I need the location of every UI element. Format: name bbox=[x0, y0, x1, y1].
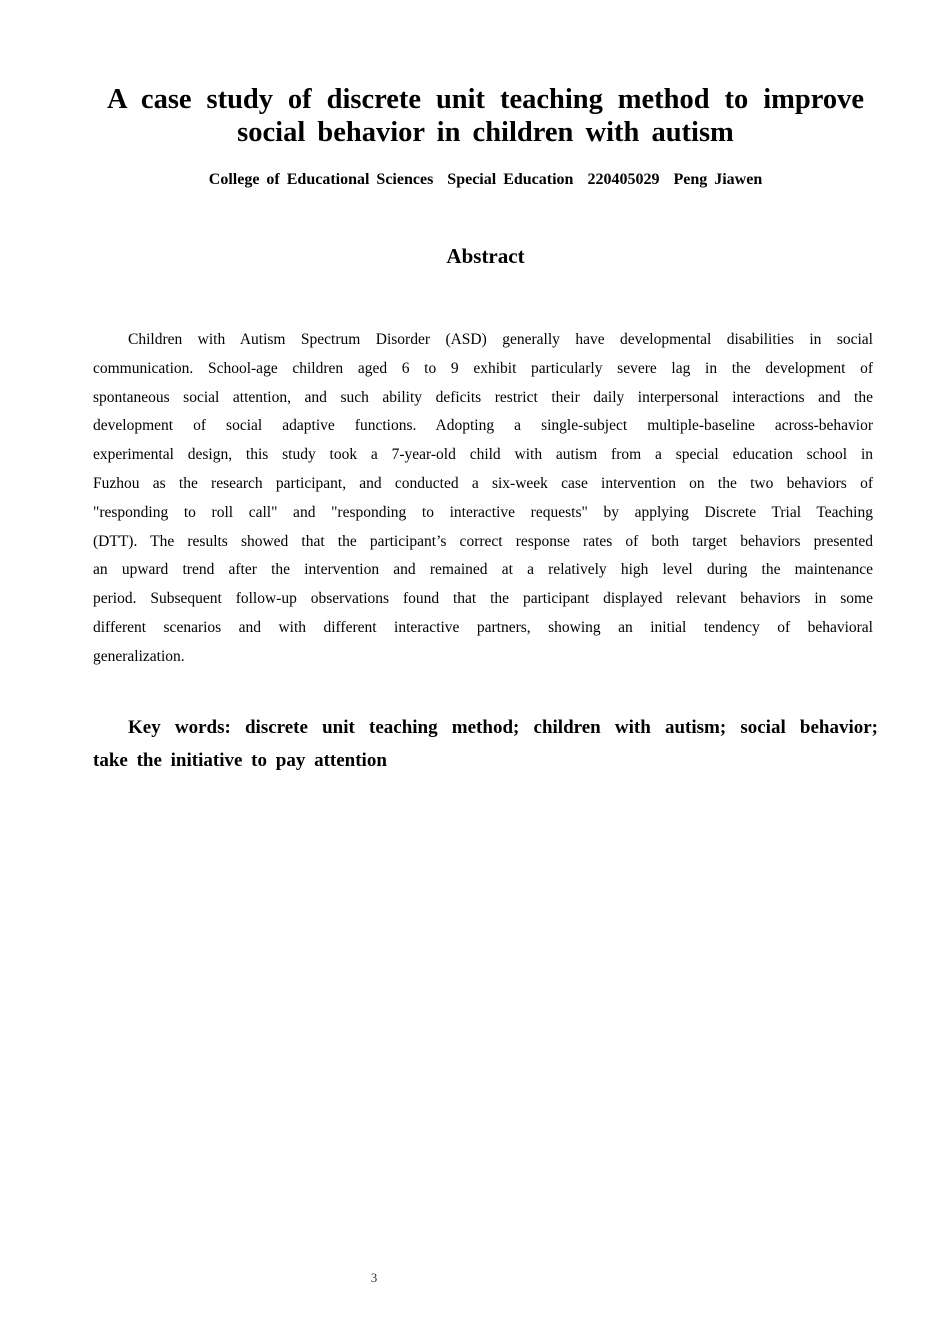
paper-title-line: A case study of discrete unit teaching method to improve bbox=[107, 84, 864, 115]
abstract-line: an upward trend after the intervention and remained at a relatively high level during the maintenance bbox=[93, 561, 873, 579]
keywords-line: Key words: discrete unit teaching method; children with autism; social behavior; bbox=[128, 717, 878, 738]
abstract-line: Fuzhou as the research participant, and conducted a six-week case intervention on the two behaviors of bbox=[93, 474, 873, 492]
paper-title-line: social behavior in children with autism bbox=[237, 117, 734, 148]
abstract-line: "responding to roll call" and "responding to interactive requests" by applying Discrete Trial Teaching bbox=[93, 503, 873, 521]
abstract-line: (DTT). The results showed that the participant’s correct response rates of both target behaviors presented bbox=[93, 532, 873, 550]
abstract-line: spontaneous social attention, and such ability deficits restrict their daily interpersonal interactions and the bbox=[93, 388, 873, 406]
keywords-line: take the initiative to pay attention bbox=[93, 750, 387, 771]
abstract-line: period. Subsequent follow-up observations found that the participant displayed relevant behaviors in some bbox=[93, 590, 873, 608]
abstract-line: Children with Autism Spectrum Disorder (ASD) generally have developmental disabilities in social bbox=[128, 331, 873, 348]
abstract-line: experimental design, this study took a 7-year-old child with autism from a special education school in bbox=[93, 446, 873, 464]
abstract-paragraph bbox=[93, 326, 873, 672]
page-number: 3 bbox=[370, 1270, 378, 1285]
author-info: College of Educational Sciences Special Education 220405029 Peng Jiawen bbox=[208, 171, 763, 188]
keywords-section bbox=[93, 711, 878, 777]
abstract-line: communication. School-age children aged 6 to 9 exhibit particularly severe lag in the development of bbox=[93, 359, 873, 377]
paper-title bbox=[93, 83, 878, 149]
abstract-line: different scenarios and with different interactive partners, showing an initial tendency of behavioral bbox=[93, 618, 873, 636]
abstract-heading: Abstract bbox=[446, 244, 525, 268]
abstract-line: generalization. bbox=[93, 647, 185, 665]
abstract-line: development of social adaptive functions. Adopting a single-subject multiple-baseline across-behavior bbox=[93, 417, 873, 435]
